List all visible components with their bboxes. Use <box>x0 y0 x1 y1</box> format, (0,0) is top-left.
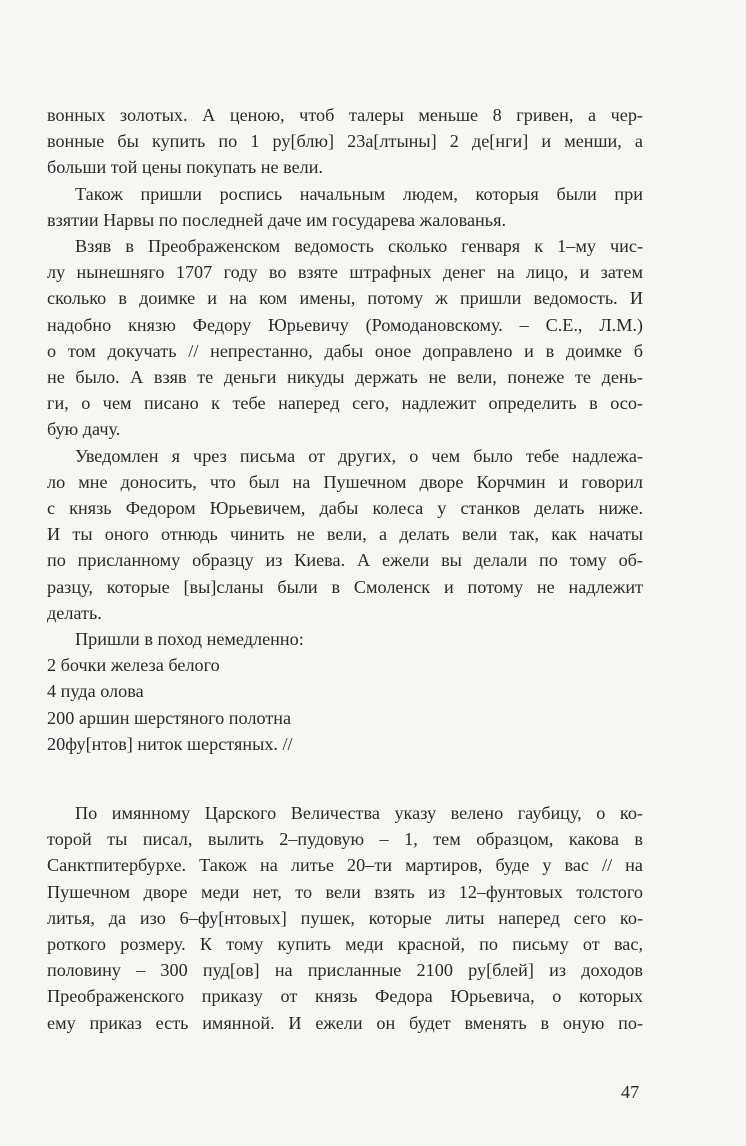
text-line: 200 аршин шерстяного полотна <box>47 707 292 728</box>
text-block-lower <box>47 800 643 1036</box>
text-line: По имянному Царского Величества указу велено гаубицу, о ко- <box>75 803 643 823</box>
text-line: ему приказ есть имянной. И ежели он будет вменять в оную по- <box>47 1012 643 1033</box>
text-line: 20фу[нтов] ниток шерстяных. // <box>47 733 293 754</box>
text-line: ги, о чем писано к тебе наперед сего, надлежит определить в осо- <box>47 393 643 414</box>
text-line: вонные бы купить по 1 ру[блю] 23а[лтыны] 2 де[нги] и менши, а <box>47 131 643 152</box>
text-line: литья, да изо 6–фу[нтовых] пушек, которые литы наперед сего ко- <box>47 907 643 928</box>
text-line: вонных золотых. А ценою, чтоб талеры меньше 8 гривен, а чер- <box>47 105 643 125</box>
text-line: Санктпитербурхе. Також на литье 20–ти мартиров, буде у вас // на <box>47 855 643 876</box>
text-line: по присланному образцу из Киева. А ежели вы делали по тому об- <box>47 550 643 571</box>
text-line: взятии Нарвы по последней даче им государева жалованья. <box>47 209 507 230</box>
text-line: надобно князю Федору Юрьевичу (Ромодановскому. – С.Е., Л.М.) <box>47 314 643 335</box>
text-line: Преображенского приказу от князь Федора Юрьевича, о которых <box>47 986 643 1007</box>
text-line: Пришли в поход немедленно: <box>75 629 304 650</box>
text-line: с князь Федором Юрьевичем, дабы колеса у станков делать ниже. <box>47 498 643 519</box>
text-line: Уведомлен я чрез письма от других, о чем было тебе надлежа- <box>75 445 643 466</box>
text-line: 2 бочки железа белого <box>47 655 220 676</box>
text-line: половину – 300 пуд[ов] на присланные 2100 ру[блей] из доходов <box>47 960 643 981</box>
text-line: лу нынешняго 1707 году во взяте штрафных денег на лицо, и затем <box>47 262 643 283</box>
text-block-upper <box>47 102 643 757</box>
page-number: 47 <box>621 1082 640 1102</box>
text-line: торой ты писал, вылить 2–пудовую – 1, тем образцом, какова в <box>47 829 643 850</box>
text-line: И ты оного отнюдь чинить не вели, а делать вели так, как начаты <box>47 524 643 545</box>
text-line: ло мне доносить, что был на Пушечном дворе Корчмин и говорил <box>47 471 643 492</box>
text-line: бую дачу. <box>47 419 121 440</box>
text-line: роткого розмеру. К тому купить меди красной, по письму от вас, <box>47 934 643 955</box>
text-line: 4 пуда олова <box>47 681 144 702</box>
text-line: сколько в доимке и на ком имены, потому ж пришли ведомость. И <box>47 288 643 309</box>
text-line: о том докучать // непрестанно, дабы оное доправлено и в доимке б <box>47 340 643 361</box>
text-line: разцу, которые [вы]сланы были в Смоленск и потому не надлежит <box>47 576 643 597</box>
text-line: Пушечном дворе меди нет, то вели взять из 12–фунтовых толстого <box>47 881 643 902</box>
text-line: не было. А взяв те деньги никуды держать не вели, понеже те день- <box>47 367 643 388</box>
text-line: делать. <box>47 602 102 623</box>
text-line: Взяв в Преображенском ведомость сколько генваря к 1–му чис- <box>75 236 643 257</box>
text-line: больши той цены покупать не вели. <box>47 157 324 178</box>
text-line: Також пришли роспись начальным людем, которыя были при <box>75 183 643 204</box>
